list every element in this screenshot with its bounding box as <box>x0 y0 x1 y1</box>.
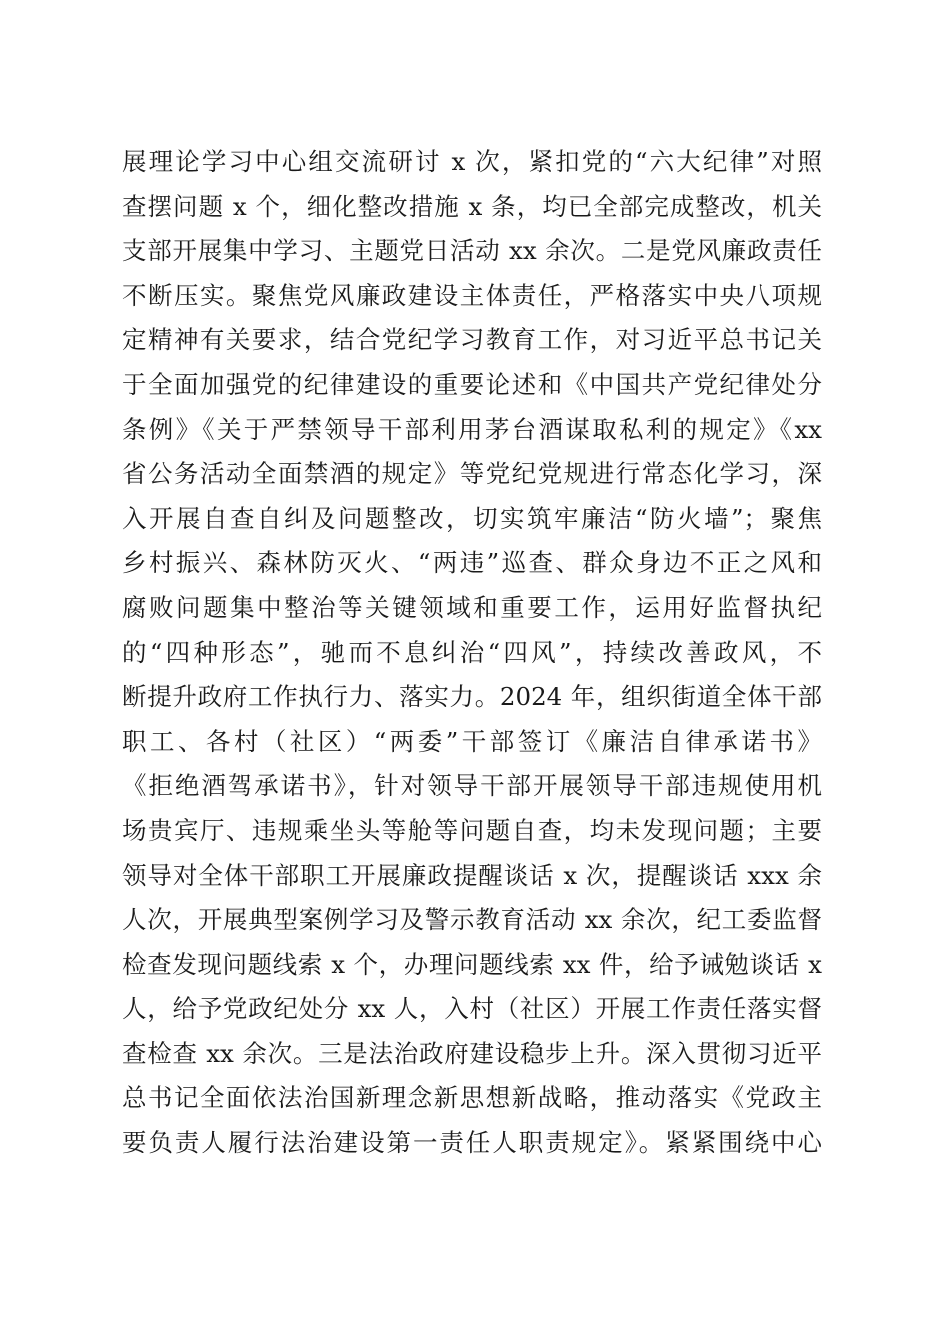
text-line: 总书记全面依法治国新理念新思想新战略，推动落实《党政主 <box>122 1083 822 1113</box>
body-paragraph <box>122 140 822 1166</box>
text-line: 省公务活动全面禁酒的规定》等党纪党规进行常态化学习，深 <box>122 459 822 489</box>
text-line: 要负责人履行法治建设第一责任人职责规定》。紧紧围绕中心 <box>122 1128 822 1158</box>
text-line: 的“四种形态”，驰而不息纠治“四风”，持续改善政风，不 <box>122 637 822 667</box>
text-line: 查摆问题 x 个，细化整改措施 x 条，均已全部完成整改，机关 <box>122 191 822 221</box>
text-line: 定精神有关要求，结合党纪学习教育工作，对习近平总书记关 <box>122 325 822 355</box>
text-line: 乡村振兴、森林防灭火、“两违”巡查、群众身边不正之风和 <box>122 548 822 578</box>
text-line: 人，给予党政纪处分 xx 人，入村（社区）开展工作责任落实督 <box>122 994 822 1024</box>
text-line: 《拒绝酒驾承诺书》，针对领导干部开展领导干部违规使用机 <box>122 771 822 801</box>
text-line: 领导对全体干部职工开展廉政提醒谈话 x 次，提醒谈话 xxx 余 <box>122 860 822 890</box>
text-line: 于全面加强党的纪律建设的重要论述和《中国共产党纪律处分 <box>122 369 822 399</box>
text-line: 不断压实。聚焦党风廉政建设主体责任，严格落实中央八项规 <box>122 280 822 310</box>
text-line: 断提升政府工作执行力、落实力。2024 年，组织街道全体干部 <box>122 682 822 712</box>
text-line: 查检查 xx 余次。三是法治政府建设稳步上升。深入贯彻习近平 <box>122 1038 822 1068</box>
text-line: 支部开展集中学习、主题党日活动 xx 余次。二是党风廉政责任 <box>122 236 822 266</box>
text-line: 人次，开展典型案例学习及警示教育活动 xx 余次，纪工委监督 <box>122 905 822 935</box>
text-line: 场贵宾厅、违规乘坐头等舱等问题自查，均未发现问题；主要 <box>122 815 822 845</box>
text-line: 条例》《关于严禁领导干部利用茅台酒谋取私利的规定》《xx <box>122 414 822 444</box>
text-line: 入开展自查自纠及问题整改，切实筑牢廉洁“防火墙”；聚焦 <box>122 503 822 533</box>
text-line: 检查发现问题线索 x 个，办理问题线索 xx 件，给予诫勉谈话 x <box>122 949 822 979</box>
text-line: 腐败问题集中整治等关键领域和重要工作，运用好监督执纪 <box>122 592 822 622</box>
text-line: 职工、各村（社区）“两委”干部签订《廉洁自律承诺书》 <box>122 726 822 756</box>
text-line: 展理论学习中心组交流研讨 x 次，紧扣党的“六大纪律”对照 <box>122 147 822 176</box>
